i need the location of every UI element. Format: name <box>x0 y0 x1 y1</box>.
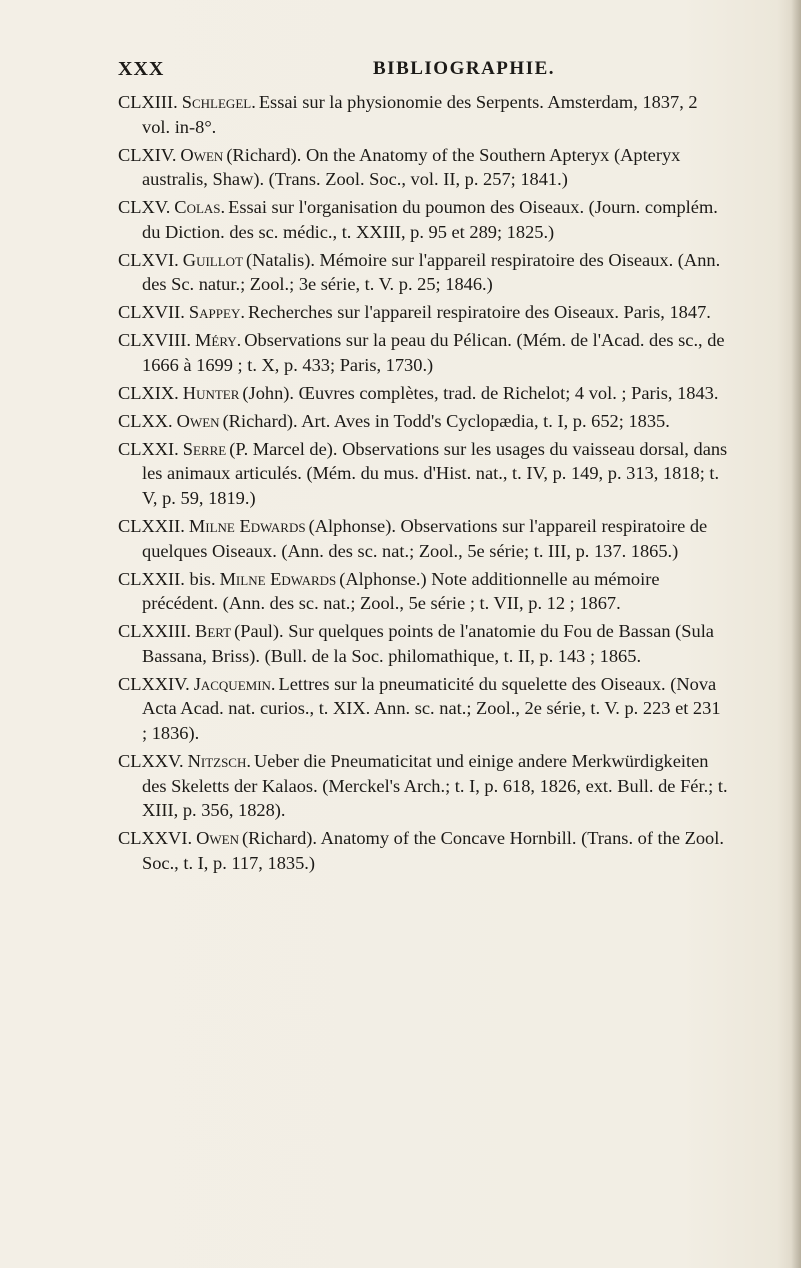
entry-author: Schlegel. <box>181 92 256 112</box>
entry-number: CLXIII. <box>118 92 178 112</box>
entry-author: Guillot <box>182 249 244 270</box>
page-header <box>118 58 728 82</box>
entry-text: (Richard). On the Anatomy of the Southern Apteryx (Apteryx australis, Shaw). (Trans. Zool. Soc., vol. II, p. 257; 1841.) <box>142 144 681 190</box>
entry-text: (Natalis). Mémoire sur l'appareil respiratoire des Oiseaux. (Ann. des Sc. natur.; Zool.; 3e série, t. V. p. 25; 1846.) <box>142 249 721 295</box>
entry-author: Milne Edwards <box>188 516 306 537</box>
entry-number: CLXXVI. <box>118 828 193 849</box>
entry-text: Ueber die Pneumaticitat und einige andere Merkwürdigkeiten des Skeletts der Kalaos. (Merckel's Arch.; t. I, p. 618, 1826, ext. Bull. de Fér.; t. XIII, p. 356, 1828). <box>142 750 728 821</box>
bibliography-entry <box>118 195 730 244</box>
entry-text: Recherches sur l'appareil respiratoire des Oiseaux. Paris, 1847. <box>247 302 711 323</box>
entry-author: Hunter <box>182 382 240 403</box>
entry-number: CLXVI. <box>118 249 179 270</box>
entry-author: Bert <box>195 621 232 642</box>
entry-text: (P. Marcel de). Observations sur les usages du vaisseau dorsal, dans les animaux articulés. (Mém. du mus. d'Hist. nat., t. IV, p. 149, p. 313, 1818; t. V, p. 59, 1819.) <box>142 438 728 509</box>
bibliography-entry <box>118 749 730 823</box>
bibliography-entry <box>118 381 730 406</box>
entry-text: Essai sur la physionomie des Serpents. Amsterdam, 1837, 2 vol. in-8°. <box>142 92 698 137</box>
bibliography-entry <box>118 328 730 377</box>
entry-text: Observations sur la peau du Pélican. (Mém. de l'Acad. des sc., de 1666 à 1699 ; t. X, p. 433; Paris, 1730.) <box>142 330 725 375</box>
bibliography-entry <box>118 672 730 746</box>
bibliography-entry <box>118 90 730 139</box>
bibliography-entry <box>118 248 730 297</box>
bibliography-entry <box>118 300 730 325</box>
entry-author: Serre <box>182 438 227 459</box>
bibliography-entry <box>118 409 730 434</box>
entry-author: Owen <box>196 828 239 849</box>
page-edge-shadow <box>791 0 801 1268</box>
entry-author: Nitzsch. <box>187 750 251 771</box>
entry-author: Milne Edwards <box>219 568 337 589</box>
running-title: BIBLIOGRAPHIE. <box>373 58 556 79</box>
entry-author: Méry. <box>195 330 242 351</box>
entry-text: Essai sur l'organisation du poumon des Oiseaux. (Journ. complém. du Diction. des sc. médic., t. XXIII, p. 95 et 289; 1825.) <box>142 197 718 242</box>
page-number: XXX <box>118 58 165 80</box>
bibliography-entry <box>118 143 730 192</box>
entry-number: CLXXII. bis. <box>118 568 216 589</box>
entry-number: CLXXII. <box>118 516 185 537</box>
bibliography-list <box>118 90 730 879</box>
entry-number: CLXIV. <box>118 144 177 165</box>
entry-number: CLXIX. <box>118 382 179 403</box>
entry-text: (Alphonse.) Note additionnelle au mémoire précédent. (Ann. des sc. nat.; Zool., 5e série ; t. VII, p. 12 ; 1867. <box>142 568 660 614</box>
entry-text: (John). Œuvres complètes, trad. de Richelot; 4 vol. ; Paris, 1843. <box>242 382 719 403</box>
entry-number: CLXXIII. <box>118 621 192 642</box>
bibliography-entry <box>118 437 730 511</box>
bibliography-entry <box>118 567 730 616</box>
entry-author: Owen <box>180 144 224 165</box>
bibliography-entry <box>118 826 730 875</box>
entry-text: (Alphonse). Observations sur l'appareil respiratoire de quelques Oiseaux. (Ann. des sc. nat.; Zool., 5e série; t. III, p. 137. 1865.) <box>142 516 708 561</box>
bibliography-entry <box>118 514 730 563</box>
entry-number: CLXXI. <box>118 438 179 459</box>
entry-text: (Richard). Art. Aves in Todd's Cyclopædia, t. I, p. 652; 1835. <box>222 410 670 431</box>
entry-number: CLXXV. <box>118 750 184 771</box>
entry-number: CLXX. <box>118 410 173 431</box>
entry-author: Owen <box>176 410 220 431</box>
entry-number: CLXXIV. <box>118 673 190 694</box>
entry-text: (Richard). Anatomy of the Concave Hornbill. (Trans. of the Zool. Soc., t. I, p. 117, 1835.) <box>142 828 724 873</box>
entry-author: Colas. <box>174 197 226 218</box>
entry-text: (Paul). Sur quelques points de l'anatomie du Fou de Bassan (Sula Bassana, Briss). (Bull. de la Soc. philomathique, t. II, p. 143 ; 1865. <box>142 621 714 666</box>
entry-author: Sappey. <box>188 302 245 323</box>
entry-number: CLXVII. <box>118 302 185 323</box>
bibliography-entry <box>118 619 730 668</box>
entry-text: Lettres sur la pneumaticité du squelette des Oiseaux. (Nova Acta Acad. nat. curios., t. XIX. Ann. sc. nat.; Zool., 2e série, t. V. p. 223 et 231 ; 1836). <box>142 673 721 743</box>
entry-number: CLXVIII. <box>118 330 192 351</box>
entry-author: Jacquemin. <box>193 673 276 694</box>
entry-number: CLXV. <box>118 197 171 218</box>
